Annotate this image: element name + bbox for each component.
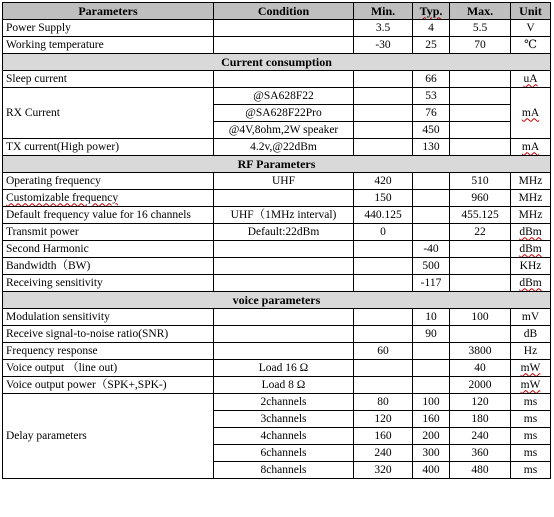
min-cell bbox=[354, 377, 413, 394]
condition-cell: Load 16 Ω bbox=[214, 360, 354, 377]
min-cell bbox=[354, 71, 413, 88]
param-cell: Bandwidth（BW) bbox=[3, 258, 214, 275]
table-row bbox=[3, 258, 551, 275]
condition-cell bbox=[214, 71, 354, 88]
unit-label: mW bbox=[520, 361, 541, 374]
max-cell: 120 bbox=[450, 394, 511, 411]
typ-cell bbox=[413, 190, 450, 207]
unit-label: dBm bbox=[519, 242, 542, 255]
max-cell: 455.125 bbox=[450, 207, 511, 224]
table-row bbox=[3, 224, 551, 241]
max-cell: 240 bbox=[450, 428, 511, 445]
table-row bbox=[3, 241, 551, 258]
max-cell: 2000 bbox=[450, 377, 511, 394]
max-cell bbox=[450, 122, 511, 139]
min-cell bbox=[354, 275, 413, 292]
typ-cell bbox=[413, 173, 450, 190]
header-typ bbox=[413, 3, 450, 20]
table-row bbox=[3, 37, 551, 54]
unit-cell bbox=[511, 139, 551, 156]
max-cell: 510 bbox=[450, 173, 511, 190]
section-title: Current consumption bbox=[3, 54, 551, 71]
table-row bbox=[3, 343, 551, 360]
condition-cell: 4.2v,@22dBm bbox=[214, 139, 354, 156]
max-cell: 100 bbox=[450, 309, 511, 326]
unit-label: mW bbox=[520, 378, 541, 391]
param-cell: Receive signal-to-noise ratio(SNR) bbox=[3, 326, 214, 343]
section-title: RF Parameters bbox=[3, 156, 551, 173]
unit-label: uA bbox=[523, 72, 538, 85]
max-cell bbox=[450, 326, 511, 343]
unit-label: dBm bbox=[519, 276, 542, 289]
condition-cell: 2channels bbox=[214, 394, 354, 411]
param-cell: Frequency response bbox=[3, 343, 214, 360]
header-unit: Unit bbox=[511, 3, 551, 20]
unit-cell: ms bbox=[511, 411, 551, 428]
max-cell: 40 bbox=[450, 360, 511, 377]
condition-cell bbox=[214, 37, 354, 54]
param-cell: Receiving sensitivity bbox=[3, 275, 214, 292]
condition-cell bbox=[214, 275, 354, 292]
condition-cell bbox=[214, 20, 354, 37]
min-cell: 150 bbox=[354, 190, 413, 207]
param-cell: Default frequency value for 16 channels bbox=[3, 207, 214, 224]
header-min: Min. bbox=[354, 3, 413, 20]
unit-cell: dB bbox=[511, 326, 551, 343]
param-cell: Operating frequency bbox=[3, 173, 214, 190]
unit-label: mA bbox=[521, 140, 540, 153]
condition-cell: UHF（1MHz interval) bbox=[214, 207, 354, 224]
max-cell: 360 bbox=[450, 445, 511, 462]
min-cell: 160 bbox=[354, 428, 413, 445]
min-cell bbox=[354, 105, 413, 122]
typ-cell: 100 bbox=[413, 394, 450, 411]
unit-cell: KHz bbox=[511, 258, 551, 275]
condition-cell: 3channels bbox=[214, 411, 354, 428]
max-cell bbox=[450, 71, 511, 88]
typ-cell: -117 bbox=[413, 275, 450, 292]
section-row-current bbox=[3, 54, 551, 71]
max-cell bbox=[450, 105, 511, 122]
condition-cell bbox=[214, 190, 354, 207]
min-cell bbox=[354, 241, 413, 258]
min-cell bbox=[354, 122, 413, 139]
condition-cell bbox=[214, 241, 354, 258]
table-row bbox=[3, 139, 551, 156]
min-cell bbox=[354, 360, 413, 377]
condition-cell: @SA628F22Pro bbox=[214, 105, 354, 122]
condition-cell bbox=[214, 343, 354, 360]
unit-cell bbox=[511, 224, 551, 241]
min-cell: 240 bbox=[354, 445, 413, 462]
param-cell: Voice output power（SPK+,SPK-) bbox=[3, 377, 214, 394]
param-cell: Sleep current bbox=[3, 71, 214, 88]
min-cell: 60 bbox=[354, 343, 413, 360]
min-cell bbox=[354, 258, 413, 275]
unit-cell bbox=[511, 88, 551, 139]
max-cell bbox=[450, 258, 511, 275]
header-typ-label: Typ. bbox=[419, 3, 443, 18]
min-cell bbox=[354, 309, 413, 326]
min-cell: 440.125 bbox=[354, 207, 413, 224]
section-title: voice parameters bbox=[3, 292, 551, 309]
unit-cell: mV bbox=[511, 309, 551, 326]
min-cell: 320 bbox=[354, 462, 413, 479]
min-cell bbox=[354, 326, 413, 343]
condition-cell bbox=[214, 326, 354, 343]
spec-table-container bbox=[2, 2, 551, 479]
table-row bbox=[3, 88, 551, 105]
condition-cell: Default:22dBm bbox=[214, 224, 354, 241]
header-condition: Condition bbox=[214, 3, 354, 20]
max-cell bbox=[450, 241, 511, 258]
condition-cell: @SA628F22 bbox=[214, 88, 354, 105]
typ-cell: 130 bbox=[413, 139, 450, 156]
typ-cell bbox=[413, 360, 450, 377]
typ-cell bbox=[413, 207, 450, 224]
unit-cell bbox=[511, 377, 551, 394]
table-row bbox=[3, 309, 551, 326]
max-cell: 22 bbox=[450, 224, 511, 241]
typ-cell: 400 bbox=[413, 462, 450, 479]
param-label: Customizable frequency bbox=[6, 191, 119, 204]
condition-cell: UHF bbox=[214, 173, 354, 190]
typ-cell: 300 bbox=[413, 445, 450, 462]
param-cell: Delay parameters bbox=[3, 394, 214, 479]
unit-cell: ms bbox=[511, 462, 551, 479]
unit-cell: ℃ bbox=[511, 37, 551, 54]
condition-cell: Load 8 Ω bbox=[214, 377, 354, 394]
max-cell: 960 bbox=[450, 190, 511, 207]
unit-cell: MHz bbox=[511, 190, 551, 207]
table-row bbox=[3, 20, 551, 37]
min-cell: 0 bbox=[354, 224, 413, 241]
table-row bbox=[3, 360, 551, 377]
max-cell: 5.5 bbox=[450, 20, 511, 37]
param-cell: Modulation sensitivity bbox=[3, 309, 214, 326]
unit-cell: MHz bbox=[511, 207, 551, 224]
table-row bbox=[3, 190, 551, 207]
unit-cell: Hz bbox=[511, 343, 551, 360]
param-cell: RX Current bbox=[3, 88, 214, 139]
param-cell: Power Supply bbox=[3, 20, 214, 37]
min-cell: -30 bbox=[354, 37, 413, 54]
max-cell bbox=[450, 88, 511, 105]
typ-cell: 500 bbox=[413, 258, 450, 275]
typ-cell: 10 bbox=[413, 309, 450, 326]
condition-cell: @4V,8ohm,2W speaker bbox=[214, 122, 354, 139]
min-cell: 120 bbox=[354, 411, 413, 428]
param-cell: Second Harmonic bbox=[3, 241, 214, 258]
unit-cell bbox=[511, 360, 551, 377]
typ-cell: 90 bbox=[413, 326, 450, 343]
condition-cell bbox=[214, 258, 354, 275]
spec-table bbox=[2, 2, 551, 479]
typ-cell: 4 bbox=[413, 20, 450, 37]
max-cell: 480 bbox=[450, 462, 511, 479]
unit-label: mA bbox=[521, 106, 540, 119]
header-max: Max. bbox=[450, 3, 511, 20]
condition-cell: 4channels bbox=[214, 428, 354, 445]
condition-cell: 8channels bbox=[214, 462, 354, 479]
typ-cell: 160 bbox=[413, 411, 450, 428]
unit-cell bbox=[511, 275, 551, 292]
max-cell: 70 bbox=[450, 37, 511, 54]
unit-cell bbox=[511, 241, 551, 258]
param-cell: Working temperature bbox=[3, 37, 214, 54]
typ-cell: 53 bbox=[413, 88, 450, 105]
header-parameters: Parameters bbox=[3, 3, 214, 20]
max-cell bbox=[450, 275, 511, 292]
table-row bbox=[3, 326, 551, 343]
unit-cell: MHz bbox=[511, 173, 551, 190]
max-cell bbox=[450, 139, 511, 156]
typ-cell bbox=[413, 377, 450, 394]
unit-cell bbox=[511, 71, 551, 88]
unit-label: dBm bbox=[519, 225, 542, 238]
typ-cell bbox=[413, 224, 450, 241]
table-row bbox=[3, 173, 551, 190]
typ-cell bbox=[413, 343, 450, 360]
param-cell: Voice output （line out) bbox=[3, 360, 214, 377]
unit-cell: ms bbox=[511, 445, 551, 462]
typ-cell: 25 bbox=[413, 37, 450, 54]
unit-cell: ms bbox=[511, 428, 551, 445]
condition-cell: 6channels bbox=[214, 445, 354, 462]
param-cell: Transmit power bbox=[3, 224, 214, 241]
min-cell bbox=[354, 88, 413, 105]
min-cell: 80 bbox=[354, 394, 413, 411]
min-cell bbox=[354, 139, 413, 156]
typ-cell: 450 bbox=[413, 122, 450, 139]
typ-cell: 200 bbox=[413, 428, 450, 445]
table-row bbox=[3, 207, 551, 224]
typ-cell: -40 bbox=[413, 241, 450, 258]
unit-cell: ms bbox=[511, 394, 551, 411]
min-cell: 3.5 bbox=[354, 20, 413, 37]
condition-cell bbox=[214, 309, 354, 326]
section-row-voice bbox=[3, 292, 551, 309]
section-row-rf bbox=[3, 156, 551, 173]
table-row bbox=[3, 377, 551, 394]
table-row bbox=[3, 275, 551, 292]
header-row bbox=[3, 3, 551, 20]
typ-cell: 76 bbox=[413, 105, 450, 122]
max-cell: 3800 bbox=[450, 343, 511, 360]
max-cell: 180 bbox=[450, 411, 511, 428]
table-row bbox=[3, 394, 551, 411]
unit-cell: V bbox=[511, 20, 551, 37]
typ-cell: 66 bbox=[413, 71, 450, 88]
param-cell bbox=[3, 190, 214, 207]
table-row bbox=[3, 71, 551, 88]
param-cell: TX current(High power) bbox=[3, 139, 214, 156]
min-cell: 420 bbox=[354, 173, 413, 190]
